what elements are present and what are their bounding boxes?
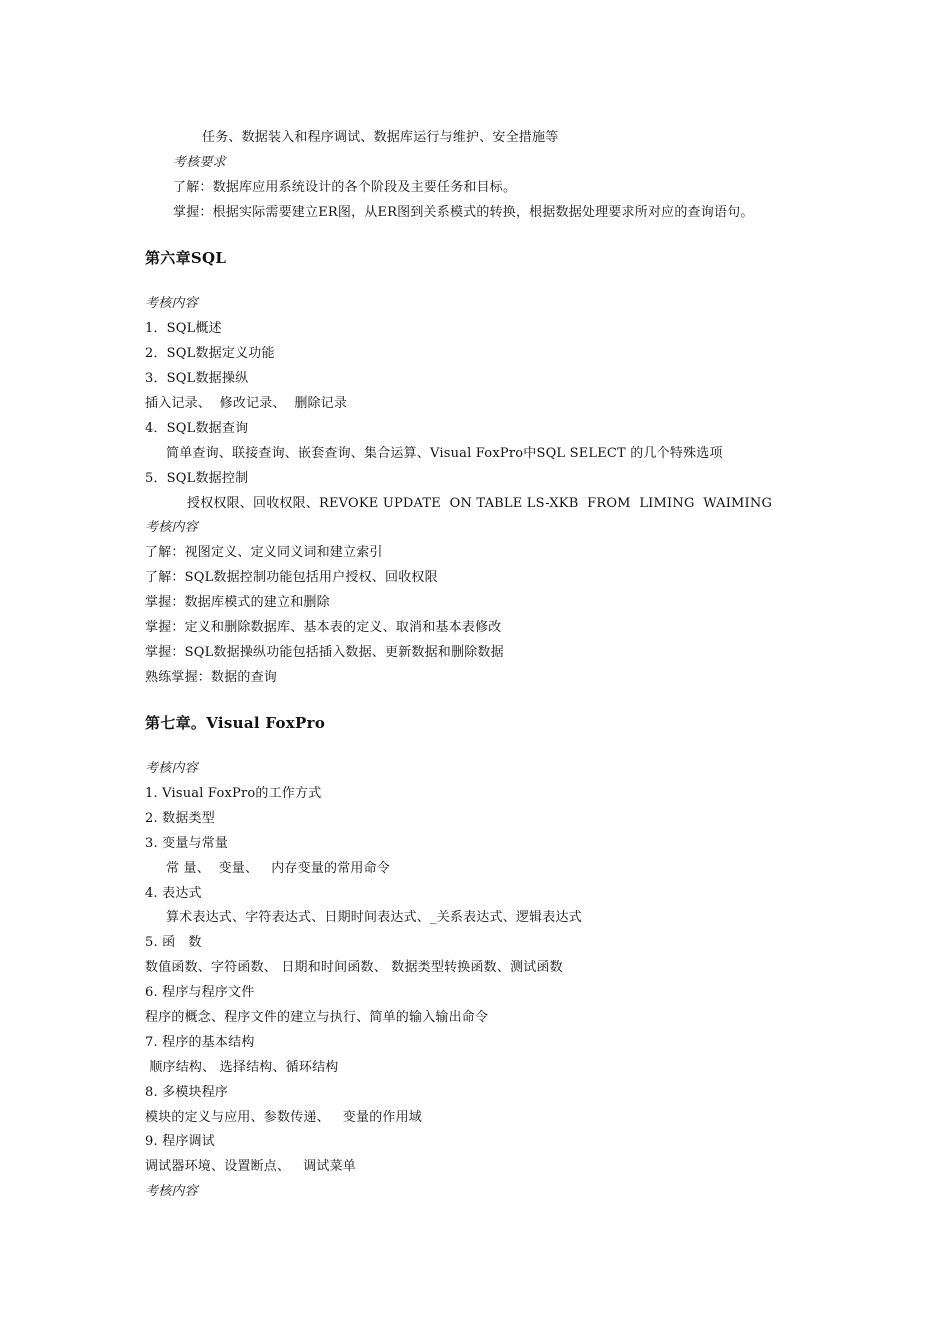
chapter7-item-3-detail: 常 量、 变量、 内存变量的常用命令 [166, 861, 390, 876]
chapter6-item-5: 5．SQL数据控制 [145, 471, 249, 486]
chapter6-item-2: 2．SQL数据定义功能 [145, 346, 275, 361]
chapter6-requirement-6: 熟练掌握：数据的查询 [145, 670, 278, 685]
chapter7-item-5-detail: 数值函数、字符函数、 日期和时间函数、 数据类型转换函数、测试函数 [145, 960, 563, 975]
requirement-master: 掌握：根据实际需要建立ER图，从ER图到关系模式的转换，根据数据处理要求所对应的查询语句。 [173, 205, 754, 220]
chapter6-requirement-2: 了解：SQL数据控制功能包括用户授权、回收权限 [145, 570, 438, 585]
chapter6-item-3: 3．SQL数据操纵 [145, 371, 249, 386]
chapter6-item-5-detail: 授权权限、回收权限、REVOKE UPDATE ON TABLE LS-XKB FROM LIMING WAIMING [187, 496, 773, 511]
chapter7-item-4: 4. 表达式 [145, 886, 202, 901]
chapter7-item-8: 8. 多模块程序 [145, 1085, 229, 1100]
chapter6-title: 第六章SQL [145, 249, 227, 267]
chapter6-requirement-5: 掌握：SQL数据操纵功能包括插入数据、更新数据和删除数据 [145, 645, 504, 660]
chapter7-item-9: 9. 程序调试 [145, 1134, 215, 1149]
task-line: 任务、数据装入和程序调试、数据库运行与维护、安全措施等 [202, 130, 559, 145]
chapter6-requirement-1: 了解：视图定义、定义同义词和建立索引 [145, 545, 383, 560]
chapter7-item-8-detail: 模块的定义与应用、参数传递、 变量的作用域 [145, 1110, 422, 1125]
requirements-title: 考核要求 [173, 155, 226, 170]
chapter7-item-5: 5. 函 数 [145, 935, 202, 950]
chapter7-item-2: 2. 数据类型 [145, 811, 215, 826]
chapter7-item-1: 1. Visual FoxPro的工作方式 [145, 786, 322, 801]
chapter7-item-3: 3. 变量与常量 [145, 836, 229, 851]
chapter7-content-title-2: 考核内容 [145, 1184, 198, 1199]
chapter7-item-4-detail: 算术表达式、字符表达式、日期时间表达式、_关系表达式、逻辑表达式 [166, 910, 582, 925]
chapter7-item-9-detail: 调试器环境、设置断点、 调试菜单 [145, 1159, 356, 1174]
chapter7-title: 第七章。Visual FoxPro [145, 714, 326, 732]
chapter7-item-6-detail: 程序的概念、程序文件的建立与执行、简单的输入输出命令 [145, 1010, 489, 1025]
chapter6-content-title-2: 考核内容 [145, 520, 198, 535]
chapter7-content-title: 考核内容 [145, 761, 198, 776]
chapter6-item-4-detail: 简单查询、联接查询、嵌套查询、集合运算、Visual FoxPro中SQL SELECT 的几个特殊选项 [166, 446, 723, 461]
chapter7-item-7-detail: 顺序结构、 选择结构、循环结构 [145, 1060, 339, 1075]
chapter7-item-7: 7. 程序的基本结构 [145, 1035, 255, 1050]
requirement-understand: 了解：数据库应用系统设计的各个阶段及主要任务和目标。 [173, 180, 517, 195]
chapter6-item-3-detail: 插入记录、 修改记录、 删除记录 [145, 396, 348, 411]
chapter6-content-title: 考核内容 [145, 296, 198, 311]
chapter6-requirement-3: 掌握：数据库模式的建立和删除 [145, 595, 330, 610]
chapter6-requirement-4: 掌握：定义和删除数据库、基本表的定义、取消和基本表修改 [145, 620, 502, 635]
chapter6-item-4: 4．SQL数据查询 [145, 421, 249, 436]
chapter6-item-1: 1．SQL概述 [145, 321, 222, 336]
chapter7-item-6: 6. 程序与程序文件 [145, 985, 255, 1000]
